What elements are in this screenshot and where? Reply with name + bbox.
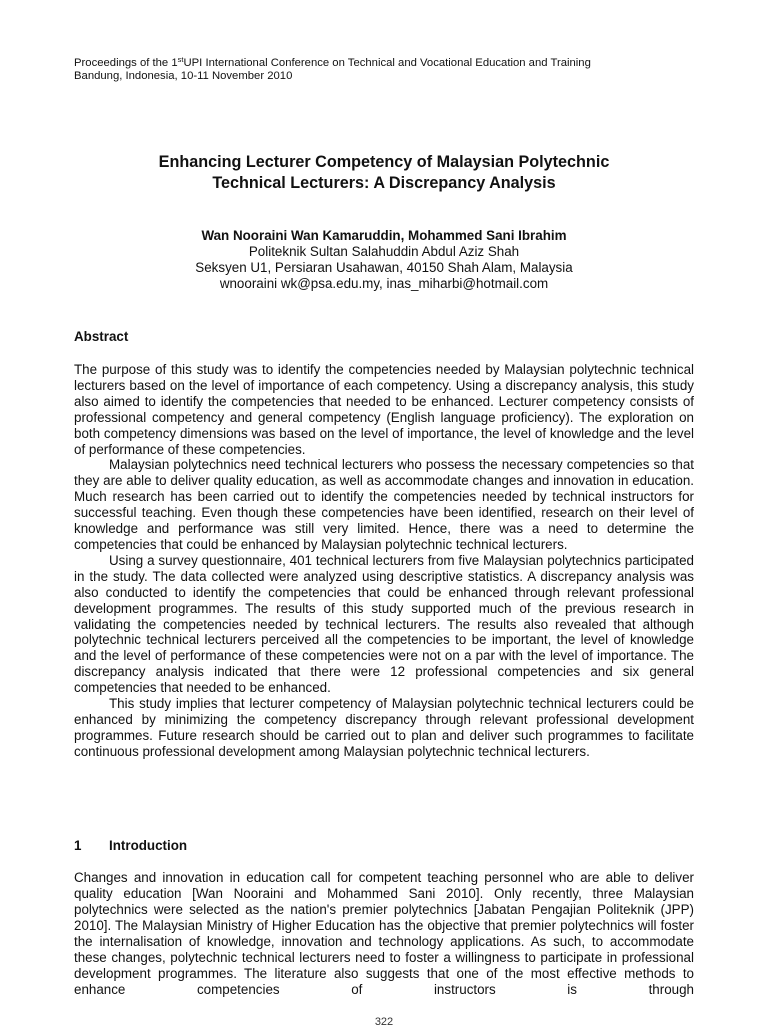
section-number: 1 <box>74 838 82 853</box>
header-line-1-pre: Proceedings of the 1 <box>74 57 178 69</box>
abstract-heading: Abstract <box>74 329 129 344</box>
author-block <box>0 228 768 292</box>
abstract-paragraph: Malaysian polytechnics need technical lecturers who possess the necessary competencies so that they are able to deliver quality education, as well as accommodate changes and innovation in education. Much research has been carried out to identify the competencies needed by technical instructors for successful teaching. Even though these competencies have been identified, research on their level of knowledge and performance was still very limited. Hence, there was a need to determine the competencies that could be enhanced by Malaysian polytechnic technical lecturers. <box>74 457 694 552</box>
section-title: Introduction <box>109 838 188 853</box>
introduction-body <box>74 870 694 998</box>
header-line-1 <box>74 57 591 70</box>
author-address: Seksyen U1, Persiaran Usahawan, 40150 Shah Alam, Malaysia <box>195 260 573 275</box>
section-heading-introduction <box>74 838 187 853</box>
introduction-paragraph: Changes and innovation in education call for competent teaching personnel who are able to deliver quality education [Wan Nooraini and Mohammed Sani 2010]. Only recently, three Malaysian polytechnics were selected as the nation's premier polytechnics [Jabatan Pengajian Politeknik (JPP) 2010]. The Malaysian Ministry of Higher Education has the objective that premier polytechnics will foster the internalisation of knowledge, innovation and technology applications. As such, to accommodate these changes, polytechnic technical lecturers need to foster a willingness to participate in professional development programmes. The literature also suggests that one of the most effective methods to enhance competencies of instructors is through <box>74 870 694 997</box>
abstract-paragraph: This study implies that lecturer competency of Malaysian polytechnic technical lecturers could be enhanced by minimizing the competency discrepancy through relevant professional development programmes. Future research should be carried out to plan and deliver such programmes to facilitate continuous professional development among Malaysian polytechnic technical lecturers. <box>74 696 694 759</box>
abstract-paragraph: Using a survey questionnaire, 401 technical lecturers from five Malaysian polytechnics participated in the study. The data collected were analyzed using descriptive statistics. A discrepancy analysis was also conducted to identify the competencies that could be enhanced through relevant professional development programmes. The results of this study supported much of the previous research in validating the competencies needed by technical lecturers. The results also revealed that although polytechnic technical lecturers perceived all the competencies to be important, the level of knowledge and the level of performance of these competencies were not on a par with the level of importance. The discrepancy analysis indicated that there were 12 professional competencies and six general competencies that needed to be enhanced. <box>74 552 694 696</box>
header-ordinal: st <box>177 55 184 64</box>
proceedings-header <box>74 57 591 83</box>
header-line-1-post: UPI International Conference on Technical and Vocational Education and Training <box>183 57 591 69</box>
abstract-body <box>74 362 694 760</box>
author-names: Wan Nooraini Wan Kamaruddin, Mohammed Sani Ibrahim <box>201 228 567 243</box>
abstract-paragraph: The purpose of this study was to identify the competencies needed by Malaysian polytechnic technical lecturers based on the level of importance of each competency. Using a discrepancy analysis, this study also aimed to identify the competencies that needed to be enhanced. Lecturer competency consists of professional competency and general competency (English language proficiency). The exploration on both competency dimensions was based on the level of importance, the level of knowledge and the level of performance of these competencies. <box>74 362 694 457</box>
page-number: 322 <box>374 1016 394 1028</box>
author-affiliation: Politeknik Sultan Salahuddin Abdul Aziz Shah <box>248 244 520 259</box>
paper-title <box>0 152 768 194</box>
title-line-2: Technical Lecturers: A Discrepancy Analysis <box>212 174 556 192</box>
title-line-1: Enhancing Lecturer Competency of Malaysian Polytechnic <box>158 153 610 171</box>
header-line-2: Bandung, Indonesia, 10-11 November 2010 <box>74 70 293 82</box>
author-emails: wnooraini wk@psa.edu.my, inas_miharbi@hotmail.com <box>219 276 549 291</box>
